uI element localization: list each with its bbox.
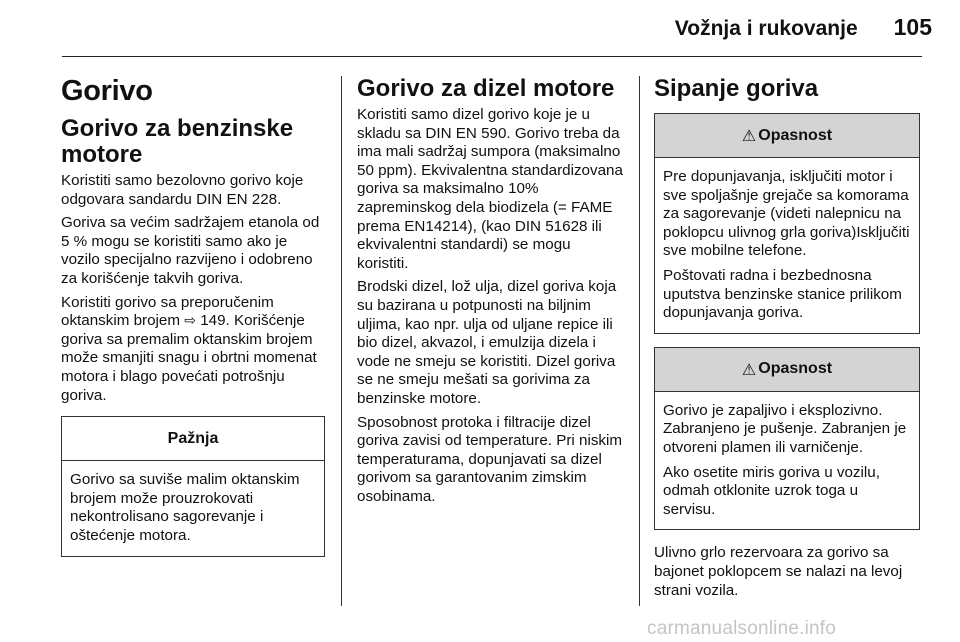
warning-triangle-icon: ⚠ bbox=[741, 359, 757, 379]
column-divider-1 bbox=[341, 76, 342, 606]
notice-heading: Pažnja bbox=[62, 417, 324, 461]
page-number: 105 bbox=[893, 14, 932, 40]
notice-box bbox=[61, 416, 325, 556]
gasoline-paragraph-1: Koristiti samo bezolovno gorivo koje odgovara sandardu DIN EN 228. bbox=[61, 172, 304, 208]
section-title: Vožnja i rukovanje bbox=[674, 17, 858, 40]
watermark: carmanualsonline.info bbox=[647, 618, 837, 639]
danger-box-1 bbox=[654, 113, 920, 334]
page-header bbox=[675, 14, 932, 48]
diesel-paragraph-3: Sposobnost protoka i filtracije dizel goriva zavisi od temperature. Pri niskim temperaturama, dopunjavati sa dizel gorivom sa garantovanim zimskim osobinama. bbox=[357, 413, 623, 505]
octane-text-after: 149. Korišćenje goriva sa premalim oktanskim brojem može smanjiti snagu i obrtni momenat motora i blago povećati potrošnju goriva. bbox=[61, 312, 317, 404]
danger-heading-2 bbox=[655, 348, 919, 392]
chapter-title: Gorivo bbox=[61, 75, 153, 107]
column-gasoline bbox=[61, 76, 325, 557]
filler-neck-paragraph: Ulivno grlo rezervoara za gorivo sa bajonet poklopcem se nalazi na levoj strani vozila. bbox=[654, 544, 903, 599]
octane-text-before: Koristiti gorivo sa preporučenim oktanskim brojem bbox=[61, 293, 274, 330]
warning-triangle-icon: ⚠ bbox=[741, 126, 757, 145]
gasoline-paragraph-3 bbox=[61, 294, 325, 406]
column-divider-2 bbox=[639, 76, 640, 606]
danger-1-paragraph-2: Poštovati radna i bezbednosna uputstva benzinske stanice prilikom dopunjavanja goriva. bbox=[663, 266, 902, 322]
gasoline-paragraph-2: Goriva sa većim sadržajem etanola od 5 % mogu se koristiti samo ako je vozilo specijalno razvijeno i odobreno za korišćenje takvih goriva. bbox=[61, 214, 320, 287]
header-divider bbox=[62, 56, 922, 57]
column-refuelling bbox=[654, 76, 920, 605]
danger-2-paragraph-1: Gorivo je zapaljivo i eksplozivno. Zabranjeno je pušenje. Zabranjen je otvoreni plamen ili varničenje. bbox=[663, 401, 907, 456]
column-diesel bbox=[357, 76, 625, 511]
danger-box-2 bbox=[654, 347, 920, 531]
danger-2-paragraph-2: Ako osetite miris goriva u vozilu, odmah otklonite uzrok toga u servisu. bbox=[663, 463, 880, 518]
diesel-heading: Gorivo za dizel motore bbox=[357, 75, 615, 102]
danger-1-paragraph-1: Pre dopunjavanja, isključiti motor i sve spoljašnje grejače sa komorama za sagorevanje (videti nalepnicu na poklopcu ulivnog grla goriva)Isključiti sve mobilne telefone. bbox=[663, 168, 910, 260]
page-reference-arrow-icon: ⇨ bbox=[184, 313, 196, 330]
gasoline-heading: Gorivo za benzinske motore bbox=[61, 115, 294, 168]
refuelling-heading: Sipanje goriva bbox=[654, 75, 819, 102]
danger-label-2: Opasnost bbox=[758, 360, 833, 378]
danger-label-1: Opasnost bbox=[758, 126, 833, 144]
danger-heading-1 bbox=[655, 114, 919, 158]
diesel-paragraph-2: Brodski dizel, lož ulja, dizel goriva koja su bazirana u potpunosti na biljnim uljima, kao npr. ulja od uljane repice ili bio dizel, akvazol, i emulzija dizela i vode ne smeju se koristiti. Dizel goriva se ne smeju mešati sa gorivima za benzinske motore. bbox=[357, 278, 617, 407]
diesel-paragraph-1: Koristiti samo dizel gorivo koje je u skladu sa DIN EN 590. Gorivo treba da ima mali sadržaj sumpora (maksimalno 50 ppm). Ekvivalentna standardizovana goriva sa maksimalno 10% zapreminskog dela biodizela (= FAME prema EN14214), (kao DIN 51628 ili ekvivalentni standardi) se mogu koristiti. bbox=[357, 106, 623, 272]
notice-text: Gorivo sa suviše malim oktanskim brojem može prouzrokovati nekontrolisano sagorevanje i oštećenje motora. bbox=[70, 471, 300, 544]
